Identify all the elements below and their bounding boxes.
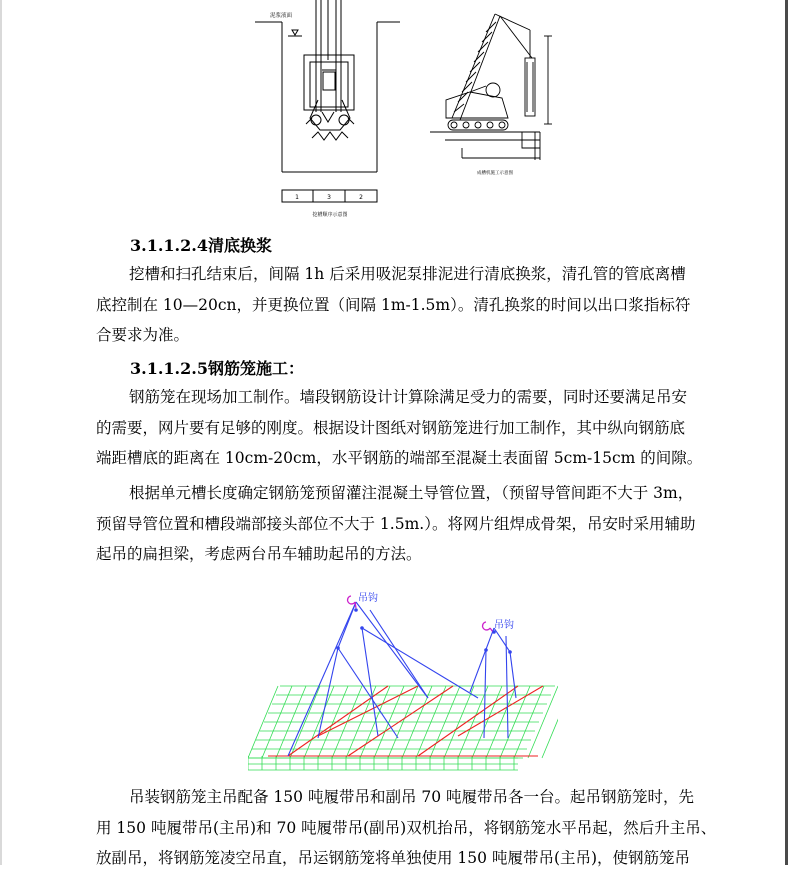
hook-label-aux: 吊钩 [494, 620, 514, 631]
trench-construction-figure [240, 0, 560, 230]
text-line: 挖槽和扫孔结束后，间隔 1h 后采用吸泥泵排泥进行清底换浆，清孔管的管底离槽 [129, 265, 686, 283]
text-line: 用 150 吨履带吊(主吊)和 70 吨履带吊(副吊)双机抬吊，将钢筋笼水平吊起，然后升主吊、 [96, 818, 717, 837]
paragraph-rebar-fabrication [96, 382, 703, 474]
text-line: 合要求为准。 [96, 326, 190, 344]
page-edge-left [0, 0, 2, 865]
text-line: 端距槽底的距离在 10cm-20cm，水平钢筋的端部至混凝土表面留 5cm-15cm 的间隙。 [96, 449, 703, 467]
text-line: 预留导管位置和槽段端部接头部位不大于 1.5m.）。将网片组焊成骨架，吊安时采用辅助 [96, 514, 696, 533]
cage-grid-line [542, 686, 558, 758]
segment-label: 2 [359, 194, 363, 201]
paragraph-grout-pipe [96, 478, 698, 570]
text-line: 根据单元槽长度确定钢筋笼预留灌注混凝土导管位置，（预留导管间距不大于 3m， [129, 484, 694, 502]
hook-label-main: 吊钩 [358, 593, 378, 604]
paragraph-clear-bottom [96, 259, 698, 351]
text-line: 吊装钢筋笼主吊配备 150 吨履带吊和副吊 70 吨履带吊各一台。起吊钢筋笼时，先 [129, 788, 695, 806]
text-line: 起吊的扁担梁，考虑两台吊车辅助起吊的方法。 [96, 545, 422, 563]
figure-caption-right: 成槽机施工示意图 [477, 171, 513, 176]
text-line: 底控制在 10—20cn，并更换位置（间隔 1m-1.5m）。清孔换浆的时间以出口浆指标符 [96, 295, 691, 314]
text-line: 钢筋笼在现场加工制作。墙段钢筋设计计算除满足受力的需要，同时还要满足吊安 [129, 388, 688, 406]
text-line: 的需要，网片要有足够的刚度。根据设计图纸对钢筋笼进行加工制作，其中纵向钢筋底 [96, 418, 686, 437]
section-heading-clear-bottom: 3.1.1.2.4清底换浆 [130, 236, 272, 255]
rebar-cage-lifting-figure [248, 588, 558, 774]
segment-label: 1 [295, 194, 299, 201]
segment-label: 3 [327, 194, 331, 201]
text-line: 放副吊，将钢筋笼凌空吊直，吊运钢筋笼将单独使用 150 吨履带吊(主吊)，使钢筋笼吊 [96, 849, 691, 867]
water-level-label: 泥浆液面 [270, 13, 293, 19]
section-heading-rebar-cage: 3.1.1.2.5钢筋笼施工： [130, 359, 304, 378]
paragraph-lifting-method [96, 782, 717, 874]
figure-caption-left: 挖槽顺序示意图 [312, 212, 348, 218]
